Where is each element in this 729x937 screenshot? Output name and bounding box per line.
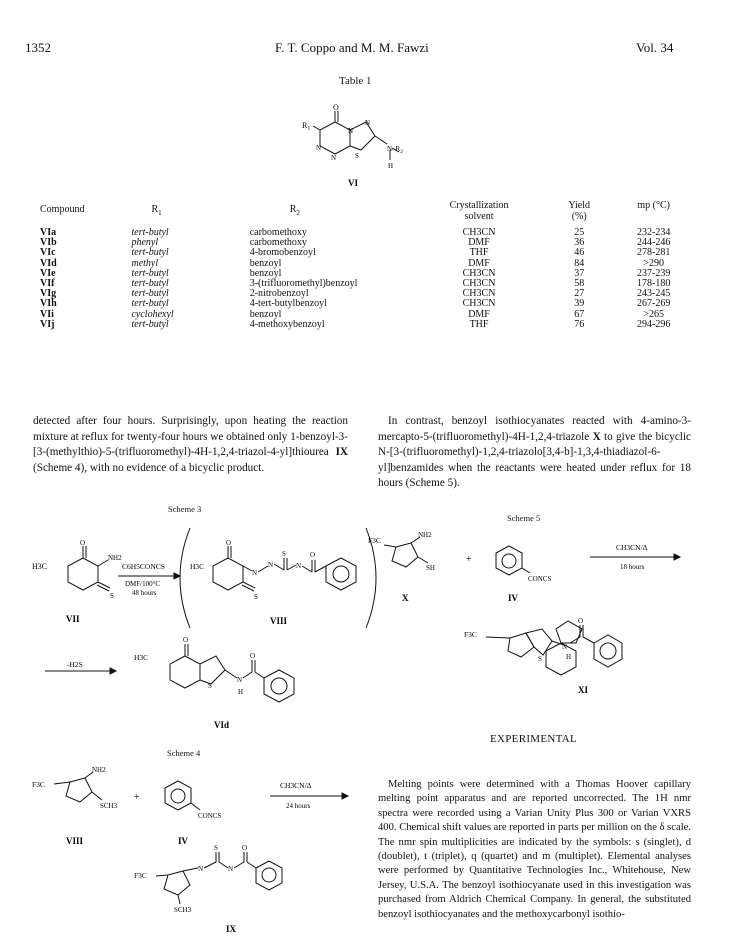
cell-r2: benzoyl xyxy=(249,257,282,269)
xi-f3c: F3C xyxy=(464,630,477,639)
vii-o: O xyxy=(80,539,86,547)
iv5-concs: CONCS xyxy=(528,575,552,583)
ix-f3c: F3C xyxy=(134,871,147,880)
scheme3-loss: -H2S xyxy=(67,660,83,669)
structure-vi xyxy=(295,98,425,190)
xi-s: S xyxy=(538,655,542,663)
cell-r1: tert-butyl xyxy=(131,298,169,310)
label-x: X xyxy=(402,593,409,603)
label-vid: VId xyxy=(214,720,230,730)
scheme-3 xyxy=(30,516,380,731)
table-1 xyxy=(40,200,680,330)
scheme4-title: Scheme 4 xyxy=(167,748,201,758)
scheme3-reagent: C6H5CONCS xyxy=(122,562,165,571)
xi-n: N xyxy=(562,643,568,651)
vi-r1: $R_1$ xyxy=(302,121,311,132)
cell-r2: 4-tert-butylbenzoyl xyxy=(249,298,327,310)
vid-s: S xyxy=(208,682,212,690)
viii4-f3c: F3C xyxy=(32,780,45,789)
scheme4-plus: + xyxy=(134,792,140,803)
scheme5-plus: + xyxy=(466,554,472,565)
x-nh2: NH2 xyxy=(418,531,432,539)
vi-r2: $N-R_2$ xyxy=(387,145,403,155)
vid-o2: O xyxy=(250,652,256,660)
cell-mp: 237-239 xyxy=(637,267,671,279)
cell-r1: cyclohexyl xyxy=(131,308,174,320)
vi-s: S xyxy=(355,152,359,160)
cell-r2: benzoyl xyxy=(249,267,282,279)
vi-n1: N xyxy=(348,127,354,135)
cell-mp: 267-269 xyxy=(637,298,671,310)
cell-solvent: CH3CN xyxy=(462,298,496,310)
right-paragraph: In contrast, benzoyl isothiocyanates reacted with 4-amino-3-mercapto-5-(trifluoromethyl)-4H-1,2,4-triazole X to give the bicyclic N-[3-(trifluoromethyl)-1,2,4-triazolo[3,4-b]-1,3,4-thiadiazol-6-yl]benzamides when the reactants were heated under reflux for 18 hours (Scheme 5). xyxy=(378,415,691,490)
cell-yield: 27 xyxy=(574,288,585,300)
cell-compound: VIf xyxy=(40,278,55,290)
cell-yield: 76 xyxy=(574,318,585,330)
cell-yield: 58 xyxy=(574,278,585,290)
cell-mp: >265 xyxy=(643,308,665,320)
cell-mp: 278-281 xyxy=(637,247,671,259)
left-paragraph: detected after four hours. Surprisingly, upon heating the reaction mixture at reflux for twenty-four hours we obtained only 1-benzoyl-3-[3-(methylthio)-5-(trifluoromethyl)-4H-1,2,4-triazol-4-yl]thiourea IX (Scheme 4), with no evidence of a bicyclic product. xyxy=(33,415,348,474)
experimental-heading: EXPERIMENTAL xyxy=(490,733,578,745)
cell-yield: 39 xyxy=(574,298,585,310)
table-row xyxy=(40,320,680,330)
viii-n: N xyxy=(252,569,258,577)
label-xi: XI xyxy=(578,685,589,695)
ix-s: S xyxy=(214,844,218,852)
cell-solvent: CH3CN xyxy=(462,267,496,279)
scheme3-cond1: DMF/100°C xyxy=(125,580,161,588)
page-number: 1352 xyxy=(25,40,51,55)
viii-o2: O xyxy=(310,551,316,559)
cell-solvent: CH3CN xyxy=(462,288,496,300)
cell-r2: 3-(trifluoromethyl)benzoyl xyxy=(249,278,358,290)
cell-r1: tert-butyl xyxy=(131,318,169,330)
ix-n: N xyxy=(198,865,204,873)
scheme3-title: Scheme 3 xyxy=(168,504,202,514)
cell-compound: VId xyxy=(40,257,57,269)
viii-n2: N xyxy=(268,561,274,569)
col-solvent: Crystallization solvent xyxy=(449,200,509,222)
viii-n3: N xyxy=(296,562,302,570)
cell-r2: 2-nitrobenzoyl xyxy=(249,288,309,300)
vi-n3: N xyxy=(316,144,322,152)
volume-label: Vol. 34 xyxy=(636,40,674,55)
x-sh: SH xyxy=(426,564,435,572)
cell-compound: VIe xyxy=(40,267,56,279)
iv4-concs: CONCS xyxy=(198,812,222,820)
scheme4-cond1: CH3CN/Δ xyxy=(280,781,312,790)
cell-mp: 243-245 xyxy=(637,288,671,300)
cell-solvent: CH3CN xyxy=(462,278,496,290)
cell-solvent: DMF xyxy=(468,237,490,249)
cell-yield: 67 xyxy=(574,308,585,320)
label-vii: VII xyxy=(66,614,80,624)
viii-h3c: H3C xyxy=(190,562,205,571)
cell-mp: 232-234 xyxy=(637,227,671,238)
vii-h3c: H3C xyxy=(32,562,48,571)
table-title: Table 1 xyxy=(339,75,372,87)
cell-r1: tert-butyl xyxy=(131,227,169,238)
cell-r2: benzoyl xyxy=(249,308,282,320)
ix-o: O xyxy=(242,844,248,852)
label-iv-s5: IV xyxy=(508,593,519,603)
viii-s: S xyxy=(282,550,286,558)
cell-r1: phenyl xyxy=(131,237,159,249)
cell-r2: carbomethoxy xyxy=(249,237,307,249)
scheme4-cond2: 24 hours xyxy=(286,802,311,810)
cell-mp: 178-180 xyxy=(637,278,671,290)
cell-yield: 25 xyxy=(574,227,585,238)
ref-compound-ix: IX xyxy=(335,446,348,459)
cell-mp: >290 xyxy=(643,257,665,269)
experimental-paragraph: Melting points were determined with a Thomas Hoover capillary melting point apparatus and are reported uncorrected. The 1H nmr spectra were recorded using a Varian Unity Plus 300 or Varian VXRS 400. Chemical shift values are reported in parts per million on the δ scale. The nmr spin multiplicities are indicated by the symbols: s (singlet), d (doublet), t (triplet), q (quartet) and m (multiplet). Elemental analyses were performed by Quantitative Technologies Inc., Whitehouse, New Jersey, U.S.A. The benzoyl isothiocyanate used in this investigation was purchased from Aldrich Chemical Company. In general, the substituted benzoyl isothiocyanates and the methoxycarbonyl isothio- xyxy=(378,779,692,920)
label-viii-s4: VIII xyxy=(66,836,84,846)
table-header-row xyxy=(40,200,680,228)
vii-nh2: NH2 xyxy=(108,554,122,562)
cell-compound: VIj xyxy=(40,318,55,330)
cell-yield: 36 xyxy=(574,237,585,249)
scheme3-cond2: 48 hours xyxy=(132,589,157,597)
label-iv-s4: IV xyxy=(178,836,189,846)
col-r1: $R_1$ xyxy=(151,204,162,217)
cell-mp: 294-296 xyxy=(637,318,671,330)
cell-compound: VIg xyxy=(40,288,57,300)
cell-compound: VIi xyxy=(40,308,54,320)
vid-n: N xyxy=(237,676,243,684)
vii-s: S xyxy=(110,592,114,600)
structure-label-vi: VI xyxy=(348,178,359,188)
viii-o: O xyxy=(226,539,232,547)
cell-r1: tert-butyl xyxy=(131,288,169,300)
ref-compound-x: X xyxy=(592,430,601,443)
vid-o: O xyxy=(183,636,189,644)
viii4-sch3: SCH3 xyxy=(100,802,118,810)
scheme5-cond1: CH3CN/Δ xyxy=(616,543,648,552)
ix-sch3: SCH3 xyxy=(174,906,192,914)
cell-r2: 4-bromobenzoyl xyxy=(249,247,316,259)
vid-h3c: H3C xyxy=(134,653,149,662)
vi-n4: N xyxy=(331,154,337,162)
cell-solvent: CH3CN xyxy=(462,227,496,238)
cell-solvent: DMF xyxy=(468,308,490,320)
vi-h: H xyxy=(388,162,394,170)
cell-solvent: DMF xyxy=(468,257,490,269)
cell-compound: VIa xyxy=(40,227,57,238)
x-f3c: F3C xyxy=(368,536,381,545)
viii-s2: S xyxy=(254,593,258,601)
scheme-4 xyxy=(30,760,360,935)
scheme-5 xyxy=(368,525,698,695)
col-r2: $R_2$ xyxy=(289,204,300,217)
viii4-nh2: NH2 xyxy=(92,766,106,774)
col-mp: mp (°C) xyxy=(637,200,671,211)
xi-o: O xyxy=(578,617,584,625)
cell-yield: 46 xyxy=(574,247,585,259)
col-compound: Compound xyxy=(40,204,85,215)
cell-compound: VIb xyxy=(40,237,57,249)
vi-o-atom: O xyxy=(333,103,339,112)
cell-solvent: THF xyxy=(469,247,489,259)
cell-r2: 4-methoxybenzoyl xyxy=(249,318,325,330)
cell-r1: tert-butyl xyxy=(131,278,169,290)
scheme5-cond2: 18 hours xyxy=(620,563,645,571)
cell-r1: tert-butyl xyxy=(131,267,169,279)
xi-h: H xyxy=(566,653,572,661)
ix-n2: N xyxy=(228,865,234,873)
vi-n2: N xyxy=(365,119,371,127)
vid-h: H xyxy=(238,688,244,696)
cell-yield: 84 xyxy=(574,257,585,269)
cell-compound: VIc xyxy=(40,247,56,259)
label-viii: VIII xyxy=(270,616,288,626)
cell-mp: 244-246 xyxy=(637,237,671,249)
cell-yield: 37 xyxy=(574,267,585,279)
cell-r1: tert-butyl xyxy=(131,247,169,259)
cell-r1: methyl xyxy=(131,257,159,269)
running-head-authors: F. T. Coppo and M. M. Fawzi xyxy=(275,40,429,55)
col-yield: Yield (%) xyxy=(568,200,591,222)
cell-r2: carbomethoxy xyxy=(249,227,307,238)
label-ix: IX xyxy=(226,924,237,934)
scheme5-title: Scheme 5 xyxy=(507,513,541,523)
cell-solvent: THF xyxy=(469,318,489,330)
cell-compound: VIh xyxy=(40,298,57,310)
